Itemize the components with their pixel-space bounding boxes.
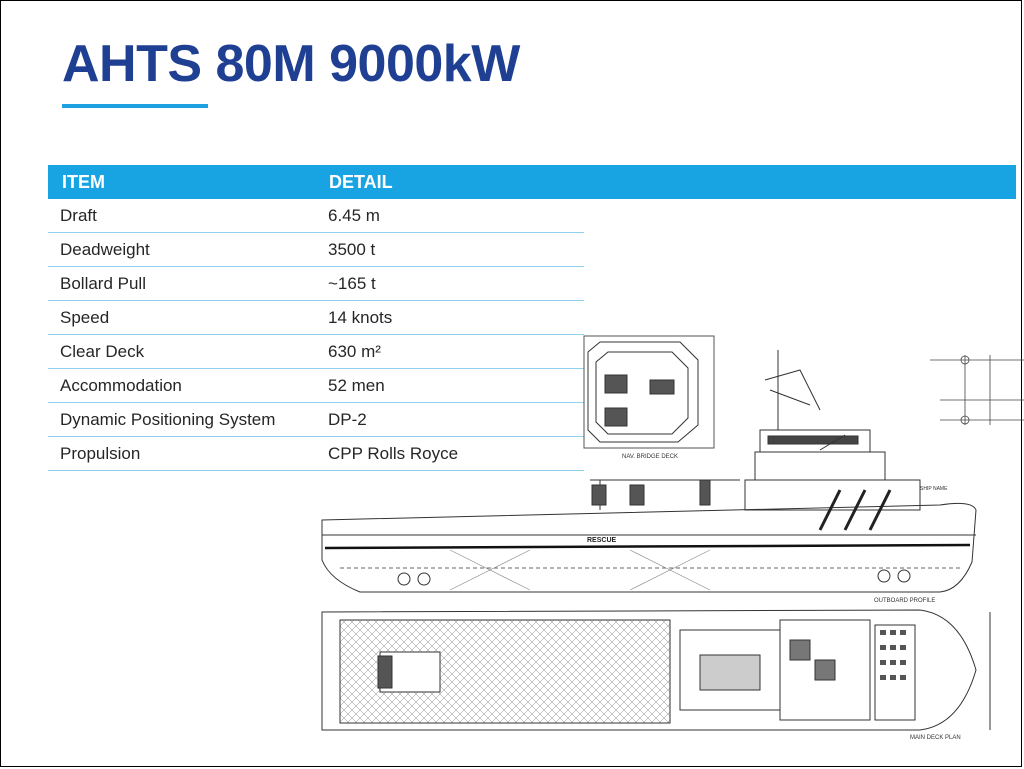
header-detail: DETAIL <box>329 172 393 192</box>
detail-cell: 630 m² <box>328 342 381 361</box>
table-row <box>48 267 584 301</box>
table-row <box>48 233 584 267</box>
item-cell: Accommodation <box>60 376 182 395</box>
detail-cell: 3500 t <box>328 240 376 259</box>
slide-title: AHTS 80M 9000kW <box>62 35 520 93</box>
item-cell: Dynamic Positioning System <box>60 410 276 429</box>
item-cell: Deadweight <box>60 240 150 259</box>
outboard-label: OUTBOARD PROFILE <box>874 598 936 604</box>
detail-cell: 14 knots <box>328 308 393 327</box>
table-row <box>48 199 584 233</box>
detail-cell: 52 men <box>328 376 385 395</box>
detail-cell: CPP Rolls Royce <box>328 444 459 463</box>
header-item: ITEM <box>62 172 105 192</box>
title-underline <box>62 104 208 108</box>
item-cell: Bollard Pull <box>60 274 146 293</box>
main-deck-label: MAIN DECK PLAN <box>910 735 961 741</box>
detail-cell: DP-2 <box>328 410 367 429</box>
bridge-deck-plan <box>584 336 714 448</box>
detail-cell: 6.45 m <box>328 206 380 225</box>
superstructure <box>590 350 920 510</box>
item-cell: Speed <box>60 308 110 327</box>
item-cell: Draft <box>60 206 97 225</box>
vessel-drawing <box>300 330 1024 769</box>
detail-cell: ~165 t <box>328 274 376 293</box>
main-deck-plan <box>322 610 990 730</box>
bow-elevation <box>930 355 1024 425</box>
item-cell: Propulsion <box>60 444 141 463</box>
rescue-label: RESCUE <box>587 537 617 544</box>
table-header <box>48 165 1016 199</box>
ship-name-label: SHIP NAME <box>920 486 948 492</box>
outboard-profile <box>322 490 976 592</box>
item-cell: Clear Deck <box>60 342 145 361</box>
bridge-label: NAV. BRIDGE DECK <box>622 454 679 460</box>
